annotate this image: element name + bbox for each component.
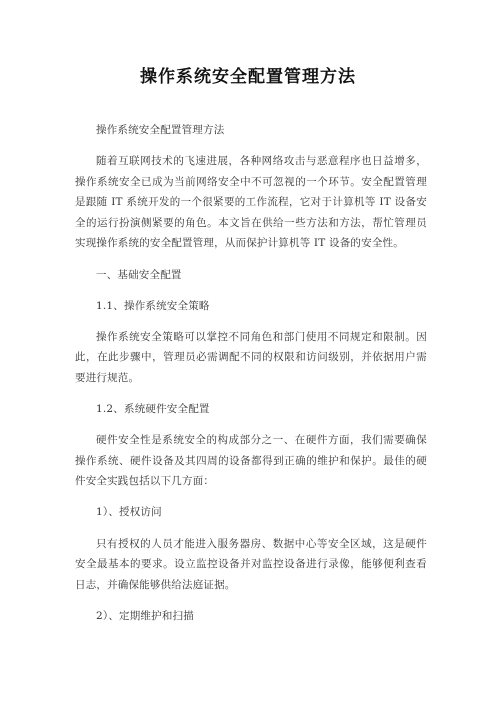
document-body [75,120,427,637]
body-paragraph: 操作系统安全策略可以掌控不同角色和部门使用不同规定和限制。因此，在此步骤中，管理员必需调配不同的权限和访问级别，并依据用户需要进行规范。 [75,330,427,384]
body-paragraph: 只有授权的人员才能进入服务器房、数据中心等安全区域，这是硬件安全最基本的要求。设立监控设备并对监控设备进行录像，能够便利查看日志，并确保能够供给法庭证据。 [75,537,427,591]
intro-paragraph: 随着互联网技术的飞速进展，各种网络攻击与恶意程序也日益增多，操作系统安全已成为当前网络安全中不可忽视的一个环节。安全配置管理是跟随 IT 系统开发的一个很紧要的工作流程，它对于计算机等 IT 设备安全的运行扮演侧紧要的角色。本文旨在供给一些方法和方法，帮忙管理员实现操作系统的安全配置管理，从而保护计算机等 IT 设备的安全性。 [75,155,427,250]
subtitle-paragraph: 操作系统安全配置管理方法 [96,124,225,136]
subsection-heading: 1.1、操作系统安全策略 [96,299,210,312]
list-item-heading: 2）、定期维护和扫描 [96,609,194,622]
body-paragraph: 硬件安全性是系统安全的构成部分之一、在硬件方面，我们需要确保操作系统、硬件设备及其四周的设备都得到正确的维护和保护。最佳的硬件安全实践包括以下几方面： [75,434,427,488]
document-title: 操作系统安全配置管理方法 [140,67,356,87]
subsection-heading: 1.2、系统硬件安全配置 [96,403,210,416]
section-heading: 一、基础安全配置 [96,268,182,281]
list-item-heading: 1）、授权访问 [96,506,162,519]
